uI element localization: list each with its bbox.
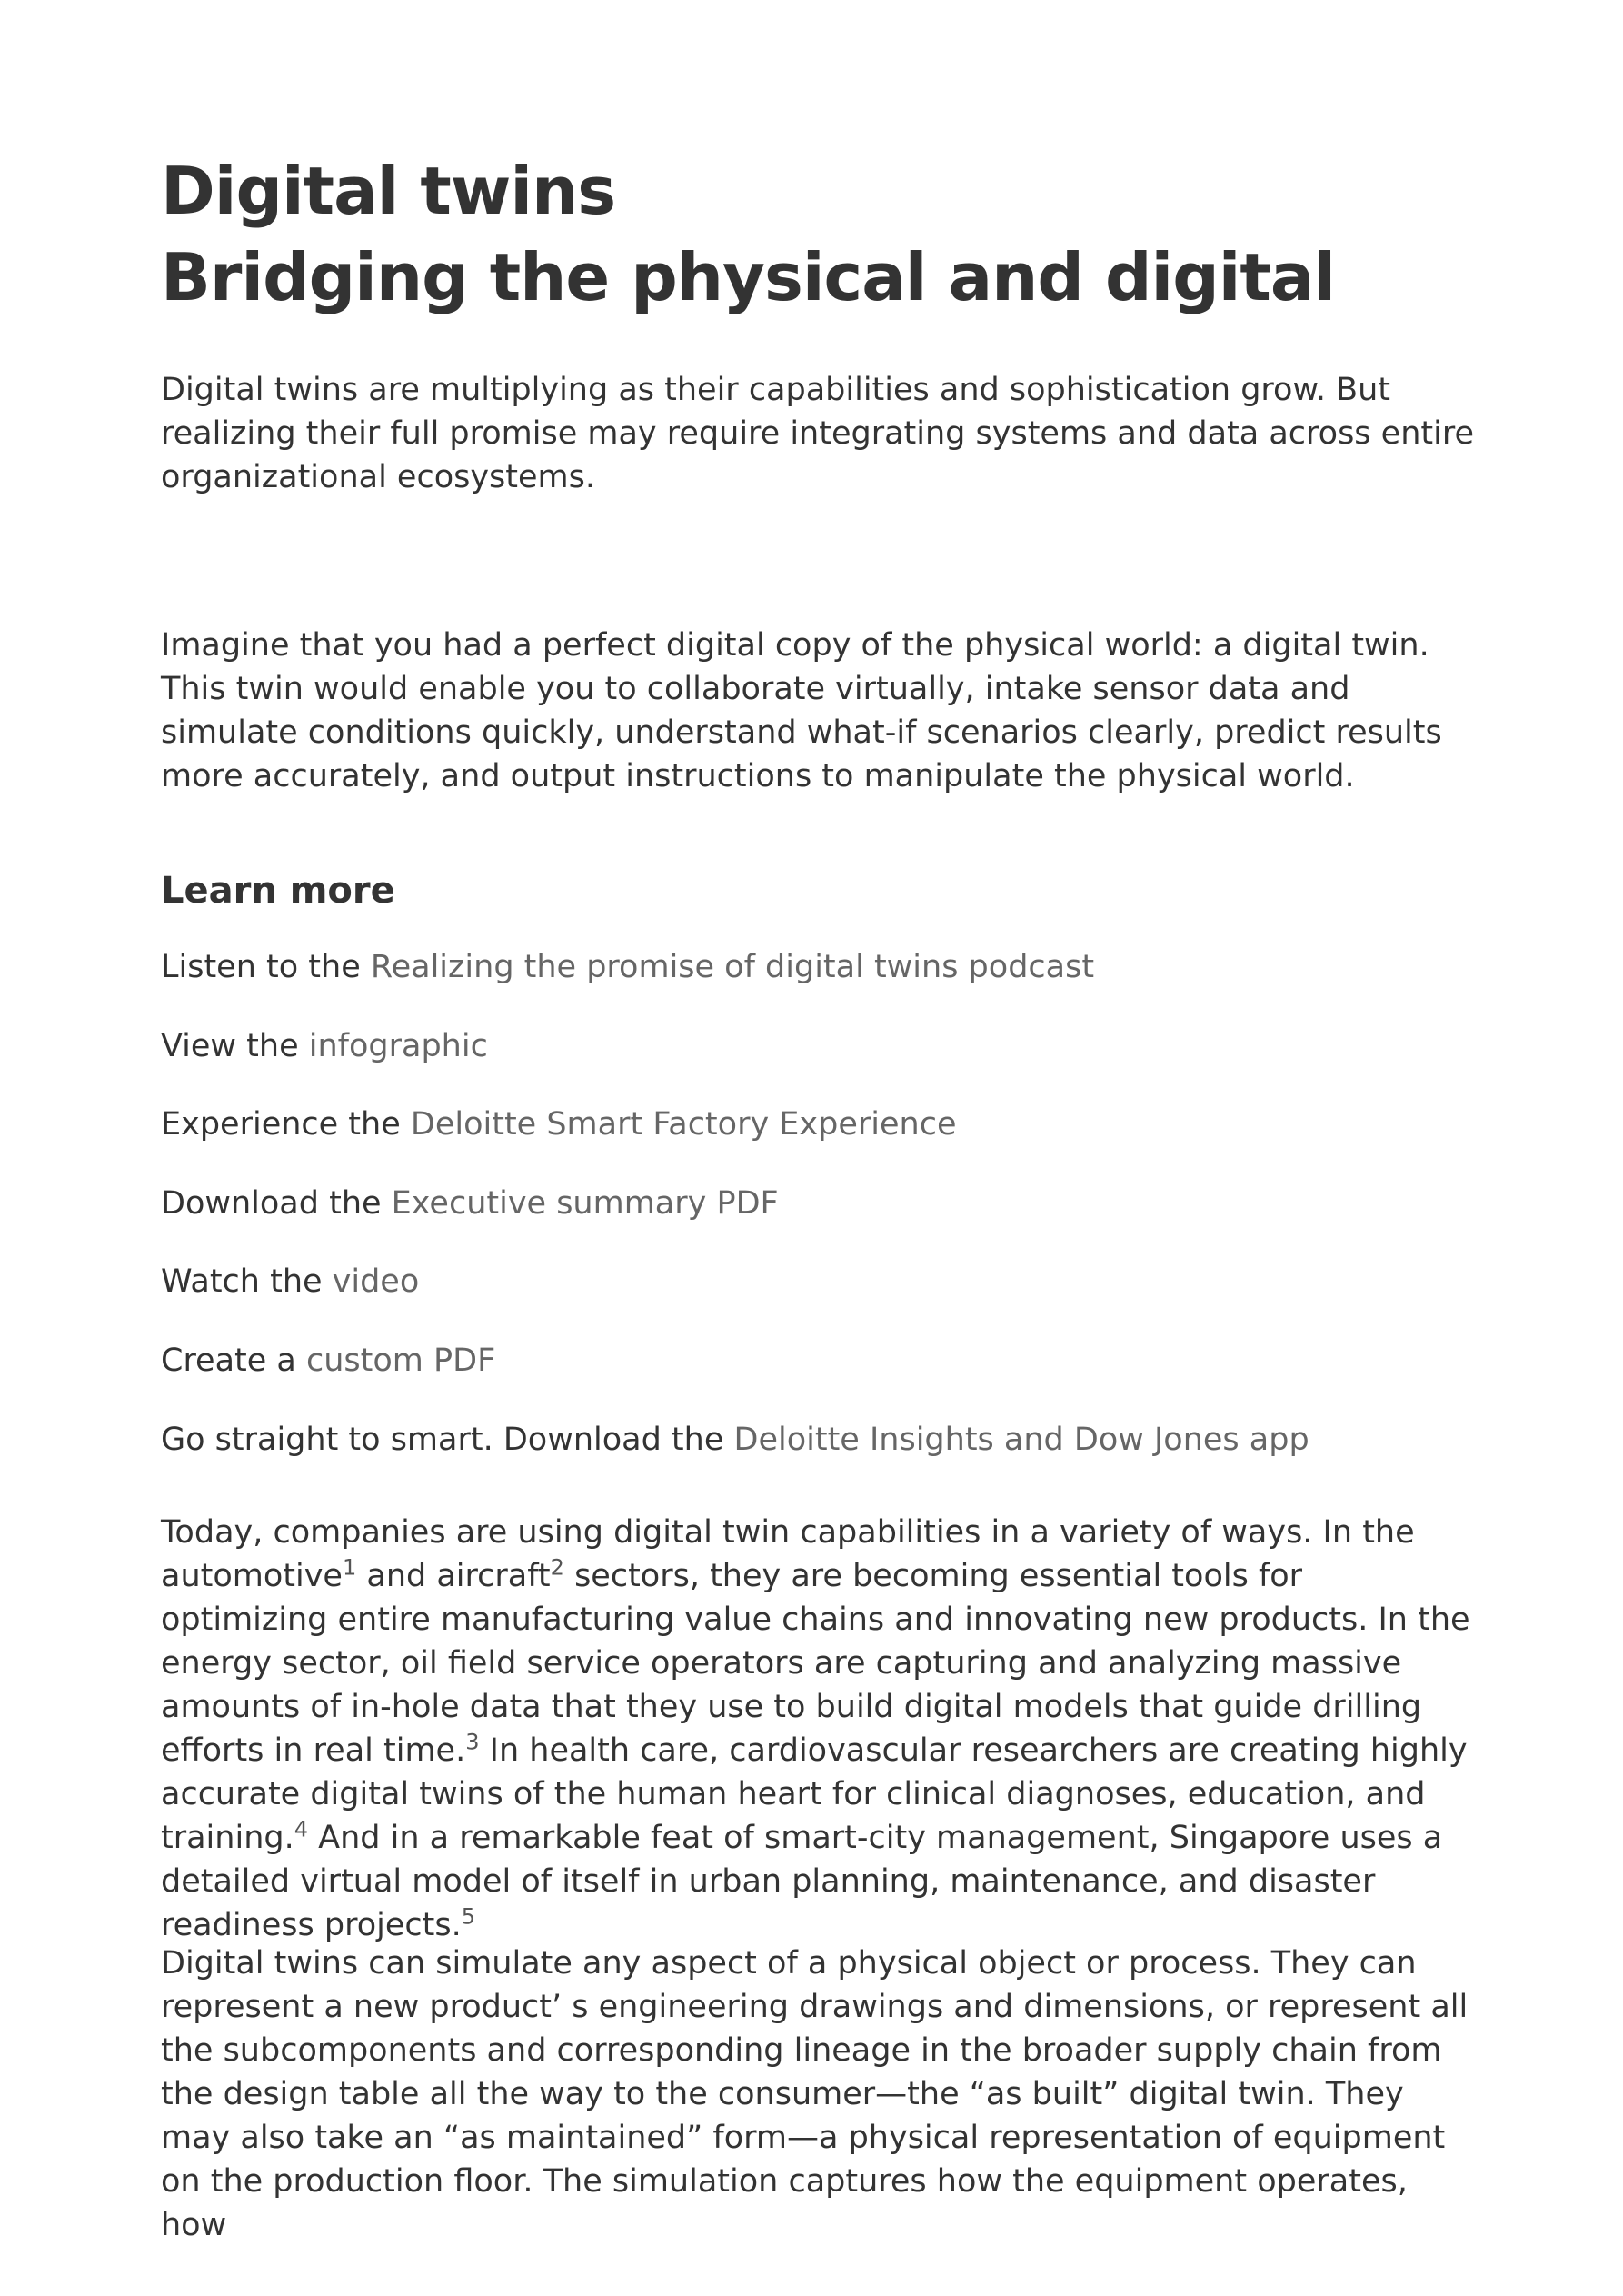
smart-factory-link[interactable]: Deloitte Smart Factory Experience [410, 1106, 957, 1143]
body-paragraph-1 [161, 1511, 1479, 1947]
learn-more-prefix: Watch the [161, 1263, 333, 1300]
learn-more-item [161, 1182, 779, 1225]
learn-more-prefix: Listen to the [161, 949, 371, 985]
executive-summary-link[interactable]: Executive summary PDF [391, 1185, 779, 1222]
footnote-ref-1[interactable]: 1 [342, 1554, 357, 1581]
learn-more-item [161, 1418, 1309, 1462]
podcast-link[interactable]: Realizing the promise of digital twins podcast [370, 949, 1095, 985]
body-text: Today, companies are using digital twin capabilities in a variety of ways. In the automotive [161, 1514, 1415, 1594]
learn-more-item [161, 1024, 488, 1068]
video-link[interactable]: video [332, 1263, 420, 1300]
learn-more-item [161, 1339, 495, 1383]
learn-more-prefix: Go straight to smart. Download the [161, 1422, 734, 1458]
infographic-link[interactable]: infographic [308, 1028, 488, 1064]
body-text: and aircraft [356, 1558, 551, 1594]
lead-paragraph: Imagine that you had a perfect digital copy of the physical world: a digital twin. This twin would enable you to collaborate virtually, intake sensor data and simulate conditions quickly, understand what-if scenarios clearly, predict results more accurately, and output instructions to manipulate the physical world. [161, 627, 1442, 794]
custom-pdf-link[interactable]: custom PDF [306, 1343, 496, 1379]
body-paragraph-2: Digital twins can simulate any aspect of a physical object or process. They can represent a new product’ s engineering drawings and dimensions, or represent all the subcomponents and corresponding lineage in the broader supply chain from the design table all the way to the consumer—the “as built” digital twin. They may also take an “as maintained” form—a physical representation of equipment on the production floor. The simulation captures how the equipment operates, how [161, 1945, 1469, 2243]
learn-more-heading: Learn more [161, 870, 395, 912]
learn-more-prefix: Create a [161, 1343, 306, 1379]
learn-more-item [161, 1103, 956, 1146]
title-line-1: Digital twins [161, 153, 616, 229]
body-text: And in a remarkable feat of smart-city management, Singapore uses a detailed virtual model of itself in urban planning, maintenance, and disaster readiness projects. [161, 1820, 1443, 1943]
learn-more-prefix: Experience the [161, 1106, 411, 1143]
learn-more-prefix: Download the [161, 1185, 392, 1222]
footnote-ref-4[interactable]: 4 [294, 1816, 308, 1842]
body-text: sectors, they are becoming essential tools for optimizing entire manufacturing value chains and innovating new products. In the energy sector, oil field service operators are capturing and analyzing massive amounts of in-hole data that they use to build digital models that guide drilling efforts in real time. [161, 1558, 1470, 1769]
learn-more-item [161, 1260, 419, 1303]
title-line-2: Bridging the physical and digital [161, 239, 1336, 315]
footnote-ref-2[interactable]: 2 [550, 1554, 564, 1581]
learn-more-prefix: View the [161, 1028, 309, 1064]
intro-paragraph: Digital twins are multiplying as their capabilities and sophistication grow. But realizing their full promise may require integrating systems and data across entire organizational ecosystems. [161, 372, 1474, 495]
learn-more-item [161, 945, 1094, 989]
body-text: In health care, cardiovascular researchers are creating highly accurate digital twins of the human heart for clinical diagnoses, education, and training. [161, 1732, 1468, 1856]
page-title [161, 148, 1479, 321]
footnote-ref-5[interactable]: 5 [461, 1903, 475, 1930]
footnote-ref-3[interactable]: 3 [465, 1729, 480, 1755]
app-download-link[interactable]: Deloitte Insights and Dow Jones app [733, 1422, 1309, 1458]
